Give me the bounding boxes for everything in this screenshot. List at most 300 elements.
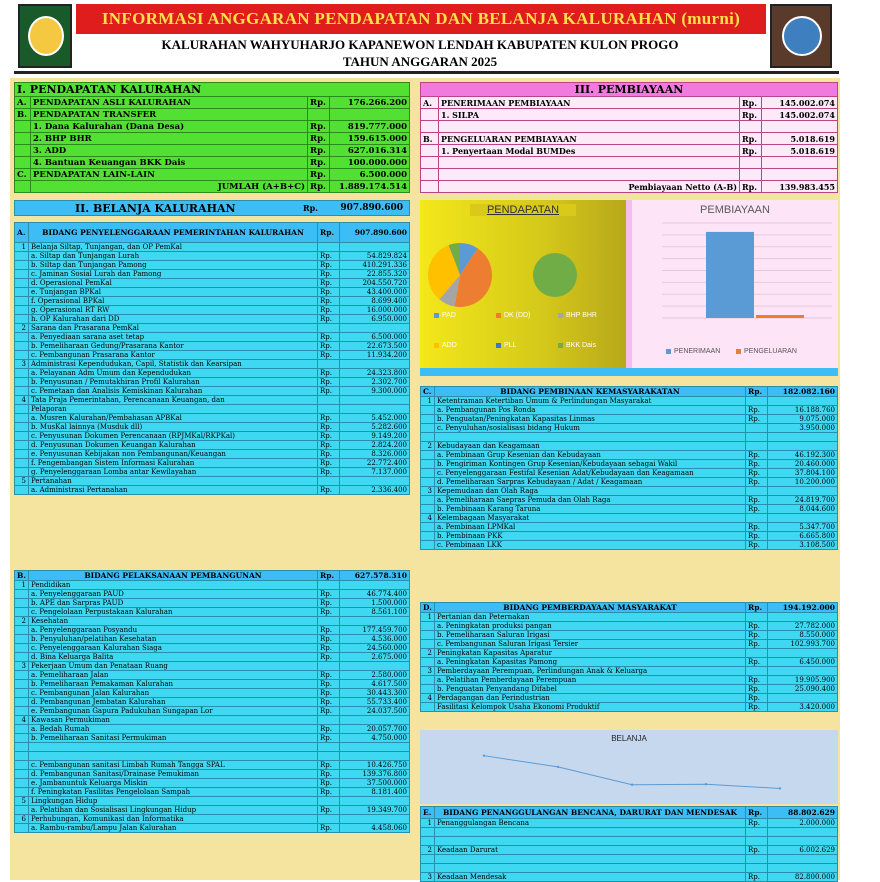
- bidang-code: A.: [15, 223, 29, 243]
- pie-chart-title: PENDAPATAN: [470, 204, 576, 216]
- item-value: [340, 662, 410, 671]
- table-row: [15, 608, 410, 617]
- empty-cell: [421, 181, 439, 193]
- item-value: [340, 405, 410, 414]
- item-number: [15, 387, 29, 396]
- row-label: 2. BHP BHR: [31, 133, 308, 145]
- item-label: b. Penyuluhan/pelatihan Kesehatan: [29, 635, 318, 644]
- table-row: [15, 725, 410, 734]
- rp-label: Rp.: [318, 252, 340, 261]
- item-label: Kebudayaan dan Keagamaan: [435, 442, 746, 451]
- row-code: [421, 145, 439, 157]
- item-label: Penanggulangan Bencana: [435, 819, 746, 828]
- legend-swatch: [496, 313, 501, 318]
- row-code: [421, 121, 439, 133]
- rp-label: [746, 667, 768, 676]
- table-row: [15, 360, 410, 369]
- table-row: [421, 873, 838, 882]
- charts-footer-bar: [420, 368, 838, 376]
- item-label: a. Pelayanan Adm Umum dan Kependudukan: [29, 369, 318, 378]
- item-label: b. APE dan Sarpras PAUD: [29, 599, 318, 608]
- item-number: [421, 478, 435, 487]
- item-value: [340, 360, 410, 369]
- line-point-3: [705, 783, 707, 785]
- legend-item: [558, 312, 597, 319]
- item-number: 2: [15, 617, 29, 626]
- item-value: [340, 716, 410, 725]
- rp-label: Rp.: [746, 846, 768, 855]
- rp-label: Rp.: [746, 807, 768, 819]
- item-number: 3: [421, 487, 435, 496]
- item-value: [340, 581, 410, 590]
- item-value: [768, 433, 838, 442]
- item-number: [15, 315, 29, 324]
- item-label: d. Penyusunan Dokumen Keuangan Kalurahan: [29, 441, 318, 450]
- table-row: [421, 406, 838, 415]
- table-row: [15, 626, 410, 635]
- item-value: 16.188.760: [768, 406, 838, 415]
- item-value: [768, 828, 838, 837]
- item-number: [15, 608, 29, 617]
- item-value: [340, 243, 410, 252]
- item-label: a. Rambu-rambu/Lampu Jalan Kalurahan: [29, 824, 318, 833]
- item-value: 16.000.000: [340, 306, 410, 315]
- table-row: [15, 779, 410, 788]
- rp-label: Rp.: [318, 486, 340, 495]
- item-number: [421, 837, 435, 846]
- item-label: a. Pembinaan LPMKal: [435, 523, 746, 532]
- table-row: [15, 752, 410, 761]
- rp-label: Rp.: [308, 145, 330, 157]
- item-value: 19.905.900: [768, 676, 838, 685]
- item-label: a. Penyediaan sarana aset tetap: [29, 333, 318, 342]
- rp-label: Rp.: [318, 450, 340, 459]
- rp-label: Rp.: [318, 725, 340, 734]
- table-row: [421, 523, 838, 532]
- pembiayaan-section: [420, 82, 838, 193]
- item-label: a. Pelatihan dan Sosialisasi Lingkungan Hidup: [29, 806, 318, 815]
- item-value: 5.452.000: [340, 414, 410, 423]
- item-label: b. Pembinaan Karang Taruna: [435, 505, 746, 514]
- table-row: [421, 676, 838, 685]
- rp-label: [318, 360, 340, 369]
- item-value: 20.460.000: [768, 460, 838, 469]
- item-label: a. Bedah Rumah: [29, 725, 318, 734]
- item-label: Fasilitasi Kelompok Usaha Ekonomi Produktif: [435, 703, 746, 712]
- table-row: [15, 369, 410, 378]
- bidang-header-row: [421, 387, 838, 397]
- row-label: 1. SILPA: [439, 109, 740, 121]
- item-value: 10.200.000: [768, 478, 838, 487]
- row-value: 6.500.000: [330, 169, 410, 181]
- table-row: [421, 640, 838, 649]
- item-number: [15, 590, 29, 599]
- item-number: 4: [421, 514, 435, 523]
- rp-label: Rp.: [746, 676, 768, 685]
- item-value: [340, 617, 410, 626]
- item-number: [15, 698, 29, 707]
- rp-label: Rp.: [318, 441, 340, 450]
- item-value: [768, 487, 838, 496]
- bidang-total: 907.890.600: [340, 223, 410, 243]
- pendapatan-section: [14, 82, 410, 193]
- pie-secondary-circle: [533, 253, 577, 297]
- rp-label: Rp.: [308, 181, 330, 193]
- rp-label: Rp.: [318, 806, 340, 815]
- item-label: a. Peningkatan produksi pangan: [435, 622, 746, 631]
- table-row: [421, 631, 838, 640]
- legend-label: BHP BHR: [566, 312, 597, 319]
- item-label: b. Pemeliharaan Saluran Irigasi: [435, 631, 746, 640]
- item-number: [421, 685, 435, 694]
- bidang-c-section: [420, 386, 838, 550]
- row-value: 819.777.000: [330, 121, 410, 133]
- item-value: 37.500.000: [340, 779, 410, 788]
- total-label: JUMLAH (A+B+C): [31, 181, 308, 193]
- item-value: [340, 797, 410, 806]
- item-number: [421, 658, 435, 667]
- item-label: c. Pembangunan Saluran Irigasi Tersier: [435, 640, 746, 649]
- item-number: [421, 433, 435, 442]
- item-value: 8.326.000: [340, 450, 410, 459]
- rp-label: [746, 828, 768, 837]
- table-row: [15, 378, 410, 387]
- rp-label: [746, 864, 768, 873]
- item-number: [15, 770, 29, 779]
- item-label: [29, 743, 318, 752]
- item-number: [421, 631, 435, 640]
- item-number: [15, 644, 29, 653]
- item-value: 6.500.000: [340, 333, 410, 342]
- item-value: 139.376.800: [340, 770, 410, 779]
- rp-label: [318, 477, 340, 486]
- item-number: [15, 468, 29, 477]
- bar-chart-title: PEMBIAYAAN: [700, 204, 770, 216]
- rp-label: Rp.: [746, 622, 768, 631]
- item-value: 24.037.500: [340, 707, 410, 716]
- rp-label: Rp.: [318, 351, 340, 360]
- row-code: [15, 133, 31, 145]
- item-label: c. Pembangunan Prasarana Kantor: [29, 351, 318, 360]
- item-number: [15, 441, 29, 450]
- item-value: [768, 442, 838, 451]
- rp-label: Rp.: [746, 873, 768, 882]
- table-row: [15, 252, 410, 261]
- table-row: [421, 121, 838, 133]
- row-value: [330, 109, 410, 121]
- table-row: [15, 261, 410, 270]
- rp-label: Rp.: [746, 505, 768, 514]
- item-value: 8.181.400: [340, 788, 410, 797]
- table-row: [15, 680, 410, 689]
- item-value: 27.782.000: [768, 622, 838, 631]
- item-label: Perdagangan dan Perindustrian: [435, 694, 746, 703]
- item-value: [768, 694, 838, 703]
- item-label: c. Pembinaan LKK: [435, 541, 746, 550]
- legend-item: [434, 342, 457, 349]
- table-row: [421, 451, 838, 460]
- row-value: [762, 169, 838, 181]
- legend-swatch: [558, 313, 563, 318]
- table-row: [15, 617, 410, 626]
- table-row: [421, 169, 838, 181]
- rp-label: Rp.: [308, 157, 330, 169]
- item-label: e. Tunjangan BPKal: [29, 288, 318, 297]
- item-label: a. Peningkatan Kapasitas Pamong: [435, 658, 746, 667]
- table-row: [421, 649, 838, 658]
- item-label: d. Pembangunan Jembatan Kalurahan: [29, 698, 318, 707]
- table-row: [421, 487, 838, 496]
- item-number: [421, 406, 435, 415]
- legend-item: [666, 348, 720, 355]
- item-value: 9.149.200: [340, 432, 410, 441]
- rp-label: [318, 752, 340, 761]
- table-row: [15, 405, 410, 414]
- line-chart-title: BELANJA: [611, 734, 647, 743]
- table-row: [15, 797, 410, 806]
- table-row: [421, 514, 838, 523]
- item-number: 1: [15, 581, 29, 590]
- rp-label: Rp.: [318, 779, 340, 788]
- item-value: 7.137.000: [340, 468, 410, 477]
- rp-label: Rp.: [746, 658, 768, 667]
- bidang-a-section: [14, 222, 410, 495]
- item-number: 4: [421, 694, 435, 703]
- table-row: [421, 469, 838, 478]
- table-row: [15, 121, 410, 133]
- table-row: [15, 333, 410, 342]
- row-label: 4. Bantuan Keuangan BKK Dais: [31, 157, 308, 169]
- item-label: [435, 855, 746, 864]
- bidang-title: BIDANG PEMBINAAN KEMASYARAKATAN: [435, 387, 746, 397]
- rp-label: Rp.: [318, 680, 340, 689]
- row-code: B.: [421, 133, 439, 145]
- table-row: [421, 424, 838, 433]
- item-number: [15, 270, 29, 279]
- item-value: 5.282.600: [340, 423, 410, 432]
- item-label: Sarana dan Prasarana PemKal: [29, 324, 318, 333]
- item-number: 5: [15, 797, 29, 806]
- item-label: Belanja Siltap, Tunjangan, dan OP PemKal: [29, 243, 318, 252]
- legend-label: PAD: [442, 312, 456, 319]
- item-value: 19.349.700: [340, 806, 410, 815]
- item-number: [15, 752, 29, 761]
- row-value: 627.016.314: [330, 145, 410, 157]
- bidang-code: E.: [421, 807, 435, 819]
- row-value: 159.615.000: [330, 133, 410, 145]
- item-label: a. Pembangunan Pos Ronda: [435, 406, 746, 415]
- item-number: [421, 855, 435, 864]
- item-value: 22.772.400: [340, 459, 410, 468]
- table-row: [15, 824, 410, 833]
- rp-label: Rp.: [318, 378, 340, 387]
- rp-label: [740, 169, 762, 181]
- item-number: 3: [421, 873, 435, 882]
- item-value: 204.550.720: [340, 279, 410, 288]
- item-label: b. Penguatan Penyandang Difabel: [435, 685, 746, 694]
- legend-label: PENERIMAAN: [674, 348, 721, 355]
- item-value: 2.000.000: [768, 819, 838, 828]
- legend-swatch: [496, 343, 501, 348]
- item-number: [15, 261, 29, 270]
- table-row: [15, 432, 410, 441]
- item-label: [29, 752, 318, 761]
- table-row: [15, 109, 410, 121]
- table-row: [421, 460, 838, 469]
- item-number: [15, 414, 29, 423]
- item-number: [15, 459, 29, 468]
- page-title: INFORMASI ANGGARAN PENDAPATAN DAN BELANJA KALURAHAN (murni): [76, 4, 766, 34]
- item-number: [421, 828, 435, 837]
- table-row: [15, 581, 410, 590]
- legend-swatch: [736, 349, 741, 354]
- bidang-code: C.: [421, 387, 435, 397]
- charts-panel: [420, 200, 838, 368]
- table-row: [15, 689, 410, 698]
- item-label: a. Penyelenggaraan PAUD: [29, 590, 318, 599]
- rp-label: Rp.: [746, 694, 768, 703]
- item-label: c. Pembangunan Jalan Kalurahan: [29, 689, 318, 698]
- item-label: [435, 433, 746, 442]
- item-value: 22.855.320: [340, 270, 410, 279]
- item-value: 8.044.600: [768, 505, 838, 514]
- item-label: Perhubungan, Komunikasi dan Informatika: [29, 815, 318, 824]
- item-value: 2.580.000: [340, 671, 410, 680]
- table-row: [15, 698, 410, 707]
- table-row: [15, 97, 410, 109]
- item-number: [421, 703, 435, 712]
- netto-label: Pembiayaan Netto (A-B): [439, 181, 740, 193]
- table-row: [421, 397, 838, 406]
- rp-label: Rp.: [746, 603, 768, 613]
- item-number: [15, 297, 29, 306]
- table-title-row: [15, 83, 410, 97]
- netto-row: [421, 181, 838, 193]
- rp-label: Rp.: [318, 423, 340, 432]
- item-label: f. Pengembangan Sistem Informasi Kalurahan: [29, 459, 318, 468]
- rp-label: Rp.: [318, 626, 340, 635]
- rp-label: Rp.: [318, 653, 340, 662]
- bidang-total: 182.082.160: [768, 387, 838, 397]
- bidang-title: BIDANG PELAKSANAAN PEMBANGUNAN: [29, 571, 318, 581]
- item-label: Keadaan Mendesak: [435, 873, 746, 882]
- table-row: [421, 864, 838, 873]
- table-row: [421, 685, 838, 694]
- row-code: C.: [15, 169, 31, 181]
- legend-item: [496, 312, 530, 319]
- item-label: d. Bina Keluarga Balita: [29, 653, 318, 662]
- table-row: [15, 707, 410, 716]
- line-chart-svg: [420, 742, 838, 802]
- item-label: Peningkatan Kapasitas Aparatur: [435, 649, 746, 658]
- item-value: 22.673.500: [340, 342, 410, 351]
- rp-label: Rp.: [746, 469, 768, 478]
- rp-label: [318, 324, 340, 333]
- legend-swatch: [434, 343, 439, 348]
- total-row: [15, 181, 410, 193]
- rp-label: Rp.: [318, 468, 340, 477]
- rp-label: Rp.: [308, 133, 330, 145]
- rp-label: [746, 649, 768, 658]
- rp-label: [318, 405, 340, 414]
- row-value: 145.002.074: [762, 109, 838, 121]
- table-row: [421, 541, 838, 550]
- item-label: Tata Praja Pemerintahan, Perencanaan Keuangan, dan: [29, 396, 318, 405]
- item-value: 8.550.000: [768, 631, 838, 640]
- item-number: [421, 469, 435, 478]
- item-number: 2: [421, 442, 435, 451]
- item-label: Pelaporan: [29, 405, 318, 414]
- item-value: 24.560.000: [340, 644, 410, 653]
- item-number: [421, 451, 435, 460]
- rp-label: Rp.: [318, 315, 340, 324]
- item-number: 3: [421, 667, 435, 676]
- item-number: 4: [15, 716, 29, 725]
- table-row: [421, 532, 838, 541]
- item-label: e. Pembangunan Gapura Padukuhan Sungapan Lor: [29, 707, 318, 716]
- item-value: 177.459.700: [340, 626, 410, 635]
- rp-label: Rp.: [318, 689, 340, 698]
- item-value: 8.699.400: [340, 297, 410, 306]
- item-value: [768, 649, 838, 658]
- item-value: 46.774.400: [340, 590, 410, 599]
- item-value: [768, 613, 838, 622]
- row-label: PENDAPATAN LAIN-LAIN: [31, 169, 308, 181]
- item-value: 3.420.000: [768, 703, 838, 712]
- rp-label: [746, 433, 768, 442]
- table-row: [15, 716, 410, 725]
- table-row: [15, 243, 410, 252]
- table-row: [421, 658, 838, 667]
- item-number: 4: [15, 396, 29, 405]
- table-row: [421, 415, 838, 424]
- item-label: c. Jaminan Sosial Lurah dan Pamong: [29, 270, 318, 279]
- item-label: f. Operasional BPKal: [29, 297, 318, 306]
- item-number: [15, 279, 29, 288]
- item-value: 9.300.000: [340, 387, 410, 396]
- item-value: 82.800.000: [768, 873, 838, 882]
- item-number: [15, 486, 29, 495]
- rp-label: Rp.: [318, 288, 340, 297]
- rp-label: Rp.: [318, 270, 340, 279]
- table-row: [15, 806, 410, 815]
- item-label: c. Penyuluhan/sosialisasi bidang Hukum: [435, 424, 746, 433]
- item-value: 2.302.700: [340, 378, 410, 387]
- rp-label: Rp.: [318, 707, 340, 716]
- item-number: [15, 423, 29, 432]
- rp-label: Rp.: [318, 342, 340, 351]
- item-number: [15, 450, 29, 459]
- table-row: [421, 837, 838, 846]
- item-label: Administrasi Kependudukan, Capil, Statistik dan Kearsipan: [29, 360, 318, 369]
- bar-1: [756, 315, 804, 318]
- item-label: Kepemudaan dan Olah Raga: [435, 487, 746, 496]
- row-code: [421, 169, 439, 181]
- item-value: 5.347.700: [768, 523, 838, 532]
- rp-label: Rp.: [318, 432, 340, 441]
- legend-item: [736, 348, 797, 355]
- line-point-0: [483, 754, 485, 756]
- item-label: b. Penyusunan / Pemutakhiran Profil Kalurahan: [29, 378, 318, 387]
- item-label: a. Penyelenggaraan Posyandu: [29, 626, 318, 635]
- item-value: [340, 477, 410, 486]
- item-number: [421, 460, 435, 469]
- bidang-total: 194.192.000: [768, 603, 838, 613]
- item-number: [15, 306, 29, 315]
- rp-label: Rp.: [746, 819, 768, 828]
- bidang-e-section: [420, 806, 838, 882]
- table-row: [421, 855, 838, 864]
